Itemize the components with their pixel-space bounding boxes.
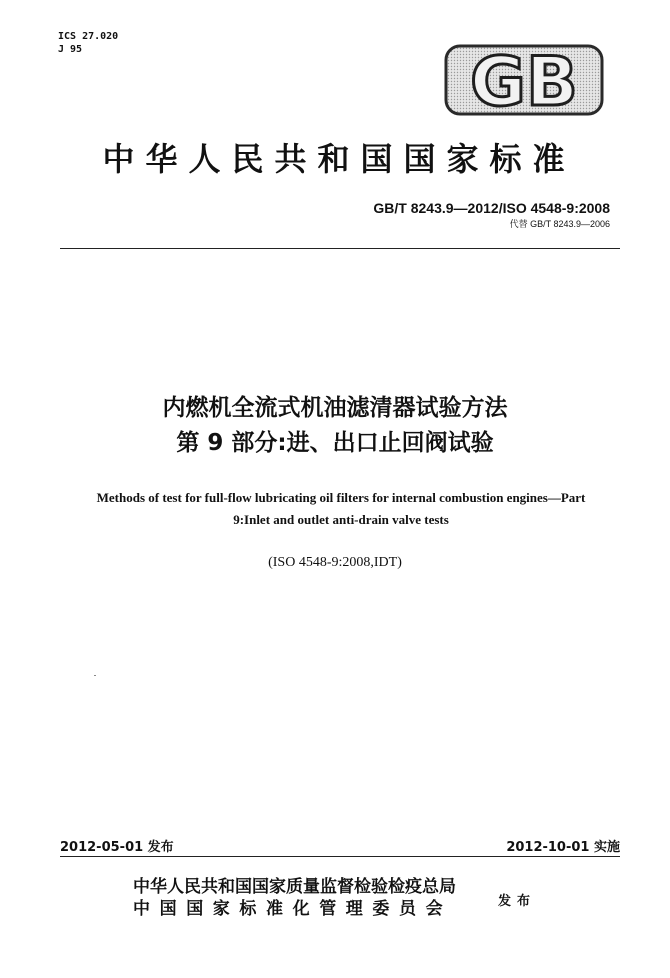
classification-codes [58, 30, 118, 56]
issuing-authorities [133, 876, 456, 920]
gb-logo [444, 44, 604, 116]
issue-date: 2012-05-01 发布 [60, 840, 174, 855]
replaces-standard: 代替 GB/T 8243.9—2006 [509, 219, 610, 229]
standard-number: GB/T 8243.9—2012/ISO 4548-9:2008 [373, 200, 610, 216]
top-divider [60, 248, 620, 249]
standard-number-block [373, 200, 610, 230]
ccs-code: J 95 [58, 44, 83, 55]
title-en: Methods of test for full-flow lubricating oil filters for internal combustion engines—Part 9:Inlet and outlet anti-drain valve tests [96, 490, 586, 527]
gb-logo-icon [444, 44, 604, 116]
bottom-divider [60, 856, 620, 857]
issuer-aqsiq: 中华人民共和国国家质量监督检验检疫总局 [133, 877, 456, 897]
ics-code: ICS 27.020 [58, 31, 119, 42]
country-standard-heading: 中华人民共和国国家标准 [102, 140, 576, 178]
title-cn-line1: 内燃机全流式机油滤清器试验方法 [162, 395, 508, 421]
stray-mark [94, 675, 96, 676]
iso-equivalence: (ISO 4548-9:2008,IDT) [268, 555, 402, 570]
effective-date: 2012-10-01 实施 [506, 840, 620, 855]
gb-logo-text: GB [470, 44, 578, 116]
title-cn-line2: 第 9 部分:进、出口止回阀试验 [176, 430, 494, 456]
publish-label: 发布 [498, 894, 537, 909]
issuer-sac: 中国国家标准化管理委员会 [133, 899, 453, 919]
